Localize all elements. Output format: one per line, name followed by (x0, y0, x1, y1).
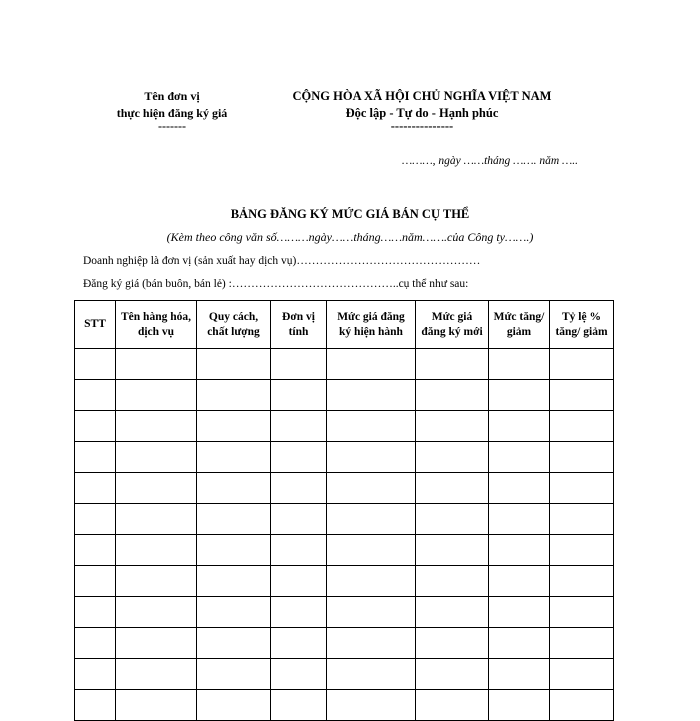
column-header-current-price (327, 301, 416, 349)
column-header-current-price-line: Mức giá đăng (337, 310, 405, 323)
column-header-product-name-line: dịch vụ (137, 325, 175, 338)
table-cell-unit[interactable] (271, 659, 327, 690)
table-cell-new-price[interactable] (416, 442, 489, 473)
column-header-new-price-line: Mức giá (431, 310, 473, 323)
column-header-change-amount-line: giảm (506, 325, 532, 338)
table-cell-change-percent[interactable] (550, 535, 614, 566)
organization-divider: ------- (158, 119, 186, 133)
table-cell-change-amount[interactable] (489, 349, 550, 380)
column-header-change-amount-line: Mức tăng/ (493, 310, 545, 323)
table-header-row (75, 301, 614, 349)
table-row (75, 690, 614, 721)
table-cell-stt[interactable] (75, 504, 116, 535)
table-cell-new-price[interactable] (416, 566, 489, 597)
column-header-unit (271, 301, 327, 349)
table-cell-stt[interactable] (75, 597, 116, 628)
column-header-specification-line: Quy cách, (208, 310, 259, 323)
table-row (75, 597, 614, 628)
table-cell-specification[interactable] (197, 690, 271, 721)
table-cell-product-name[interactable] (116, 380, 197, 411)
table-cell-change-percent[interactable] (550, 349, 614, 380)
table-cell-new-price[interactable] (416, 597, 489, 628)
table-cell-current-price[interactable] (327, 473, 416, 504)
table-cell-change-percent[interactable] (550, 473, 614, 504)
table-row (75, 380, 614, 411)
table-cell-stt[interactable] (75, 411, 116, 442)
column-header-unit-line: Đơn vị (282, 310, 315, 323)
national-divider: --------------- (390, 119, 454, 133)
table-cell-change-amount[interactable] (489, 380, 550, 411)
table-cell-stt[interactable] (75, 659, 116, 690)
table-cell-product-name[interactable] (116, 566, 197, 597)
table-cell-unit[interactable] (271, 597, 327, 628)
column-header-change-percent-line: tăng/ giảm (555, 325, 608, 338)
table-body (75, 349, 614, 721)
table-cell-specification[interactable] (197, 597, 271, 628)
table-row (75, 566, 614, 597)
table-cell-specification[interactable] (197, 628, 271, 659)
table-cell-change-percent[interactable] (550, 380, 614, 411)
table-cell-change-amount[interactable] (489, 597, 550, 628)
table-cell-specification[interactable] (197, 349, 271, 380)
table-cell-current-price[interactable] (327, 535, 416, 566)
table-cell-unit[interactable] (271, 628, 327, 659)
organization-name-line1: Tên đơn vị (144, 89, 200, 103)
table-cell-change-amount[interactable] (489, 659, 550, 690)
table-cell-specification[interactable] (197, 659, 271, 690)
table-row (75, 628, 614, 659)
table-cell-product-name[interactable] (116, 473, 197, 504)
table-cell-new-price[interactable] (416, 411, 489, 442)
table-cell-specification[interactable] (197, 442, 271, 473)
table-row (75, 473, 614, 504)
table-cell-specification[interactable] (197, 380, 271, 411)
organization-block (92, 88, 252, 133)
table-cell-unit[interactable] (271, 411, 327, 442)
table-cell-change-amount[interactable] (489, 535, 550, 566)
table-cell-new-price[interactable] (416, 473, 489, 504)
national-motto-block (272, 88, 572, 133)
price-registration-line: Đăng ký giá (bán buôn, bán lẻ) :……………………………………..cụ thể như sau: (83, 278, 469, 290)
table-cell-change-amount[interactable] (489, 411, 550, 442)
table-cell-product-name[interactable] (116, 442, 197, 473)
table-cell-product-name[interactable] (116, 411, 197, 442)
organization-name-line2: thực hiện đăng ký giá (116, 106, 228, 120)
document-subtitle: (Kèm theo công văn số………ngày……tháng……năm…….của Công ty…….) (166, 230, 534, 244)
column-header-change-amount (489, 301, 550, 349)
table-row (75, 411, 614, 442)
table-cell-change-percent[interactable] (550, 442, 614, 473)
table-row (75, 504, 614, 535)
table-cell-specification[interactable] (197, 566, 271, 597)
table-cell-specification[interactable] (197, 504, 271, 535)
table-cell-change-percent[interactable] (550, 504, 614, 535)
table-cell-stt[interactable] (75, 380, 116, 411)
price-registration-table (74, 300, 614, 721)
table-cell-current-price[interactable] (327, 349, 416, 380)
column-header-current-price-line: ký hiện hành (339, 325, 403, 338)
table-cell-change-percent[interactable] (550, 690, 614, 721)
table-cell-specification[interactable] (197, 473, 271, 504)
date-line: ………, ngày ……tháng ……. năm ….. (402, 155, 579, 167)
table-cell-stt[interactable] (75, 442, 116, 473)
table-row (75, 349, 614, 380)
column-header-product-name (116, 301, 197, 349)
table-cell-change-amount[interactable] (489, 628, 550, 659)
table-cell-unit[interactable] (271, 690, 327, 721)
table-row (75, 442, 614, 473)
column-header-specification-line: chất lượng (207, 325, 260, 338)
table-cell-change-percent[interactable] (550, 597, 614, 628)
table-cell-current-price[interactable] (327, 597, 416, 628)
table-cell-product-name[interactable] (116, 349, 197, 380)
table-cell-stt[interactable] (75, 690, 116, 721)
national-title: CỘNG HÒA XÃ HỘI CHỦ NGHĨA VIỆT NAM (292, 89, 552, 103)
column-header-change-percent-line: Tỷ lệ % (562, 310, 601, 323)
table-cell-change-amount[interactable] (489, 473, 550, 504)
table-cell-new-price[interactable] (416, 349, 489, 380)
table-cell-current-price[interactable] (327, 690, 416, 721)
table-cell-current-price[interactable] (327, 442, 416, 473)
table-cell-current-price[interactable] (327, 566, 416, 597)
table-cell-product-name[interactable] (116, 504, 197, 535)
column-header-product-name-line: Tên hàng hóa, (121, 310, 191, 323)
column-header-stt (75, 301, 116, 349)
table-row (75, 535, 614, 566)
table-cell-new-price[interactable] (416, 659, 489, 690)
table-cell-change-amount[interactable] (489, 690, 550, 721)
table-cell-change-percent[interactable] (550, 628, 614, 659)
table-cell-change-amount[interactable] (489, 504, 550, 535)
table-cell-specification[interactable] (197, 411, 271, 442)
table-cell-new-price[interactable] (416, 504, 489, 535)
table-cell-product-name[interactable] (116, 659, 197, 690)
table-cell-stt[interactable] (75, 349, 116, 380)
table-cell-product-name[interactable] (116, 628, 197, 659)
table-cell-change-amount[interactable] (489, 442, 550, 473)
column-header-stt-line: STT (84, 318, 106, 330)
table-cell-current-price[interactable] (327, 659, 416, 690)
table-cell-product-name[interactable] (116, 690, 197, 721)
table-cell-unit[interactable] (271, 473, 327, 504)
table-cell-change-percent[interactable] (550, 411, 614, 442)
table-cell-current-price[interactable] (327, 380, 416, 411)
table-cell-current-price[interactable] (327, 411, 416, 442)
enterprise-type-line: Doanh nghiệp là đơn vị (sản xuất hay dịch vụ)………………………………………… (83, 255, 481, 267)
table-cell-stt[interactable] (75, 535, 116, 566)
column-header-new-price (416, 301, 489, 349)
document-title: BẢNG ĐĂNG KÝ MỨC GIÁ BÁN CỤ THỂ (230, 207, 470, 221)
column-header-change-percent (550, 301, 614, 349)
table-cell-current-price[interactable] (327, 628, 416, 659)
table-cell-product-name[interactable] (116, 597, 197, 628)
column-header-new-price-line: đăng ký mới (421, 325, 483, 338)
table-cell-unit[interactable] (271, 380, 327, 411)
column-header-unit-line: tính (288, 325, 309, 338)
table-cell-new-price[interactable] (416, 628, 489, 659)
column-header-specification (197, 301, 271, 349)
table-cell-unit[interactable] (271, 349, 327, 380)
national-motto: Độc lập - Tự do - Hạnh phúc (345, 106, 499, 120)
table-cell-current-price[interactable] (327, 504, 416, 535)
table-cell-unit[interactable] (271, 535, 327, 566)
table-cell-specification[interactable] (197, 535, 271, 566)
table-cell-unit[interactable] (271, 566, 327, 597)
table-cell-stt[interactable] (75, 628, 116, 659)
table-cell-change-percent[interactable] (550, 566, 614, 597)
table-cell-stt[interactable] (75, 473, 116, 504)
table-cell-new-price[interactable] (416, 535, 489, 566)
table-cell-stt[interactable] (75, 566, 116, 597)
table-cell-new-price[interactable] (416, 690, 489, 721)
table-cell-new-price[interactable] (416, 380, 489, 411)
table-row (75, 659, 614, 690)
table-cell-change-amount[interactable] (489, 566, 550, 597)
table-cell-change-percent[interactable] (550, 659, 614, 690)
table-cell-unit[interactable] (271, 442, 327, 473)
table-cell-unit[interactable] (271, 504, 327, 535)
table-cell-product-name[interactable] (116, 535, 197, 566)
